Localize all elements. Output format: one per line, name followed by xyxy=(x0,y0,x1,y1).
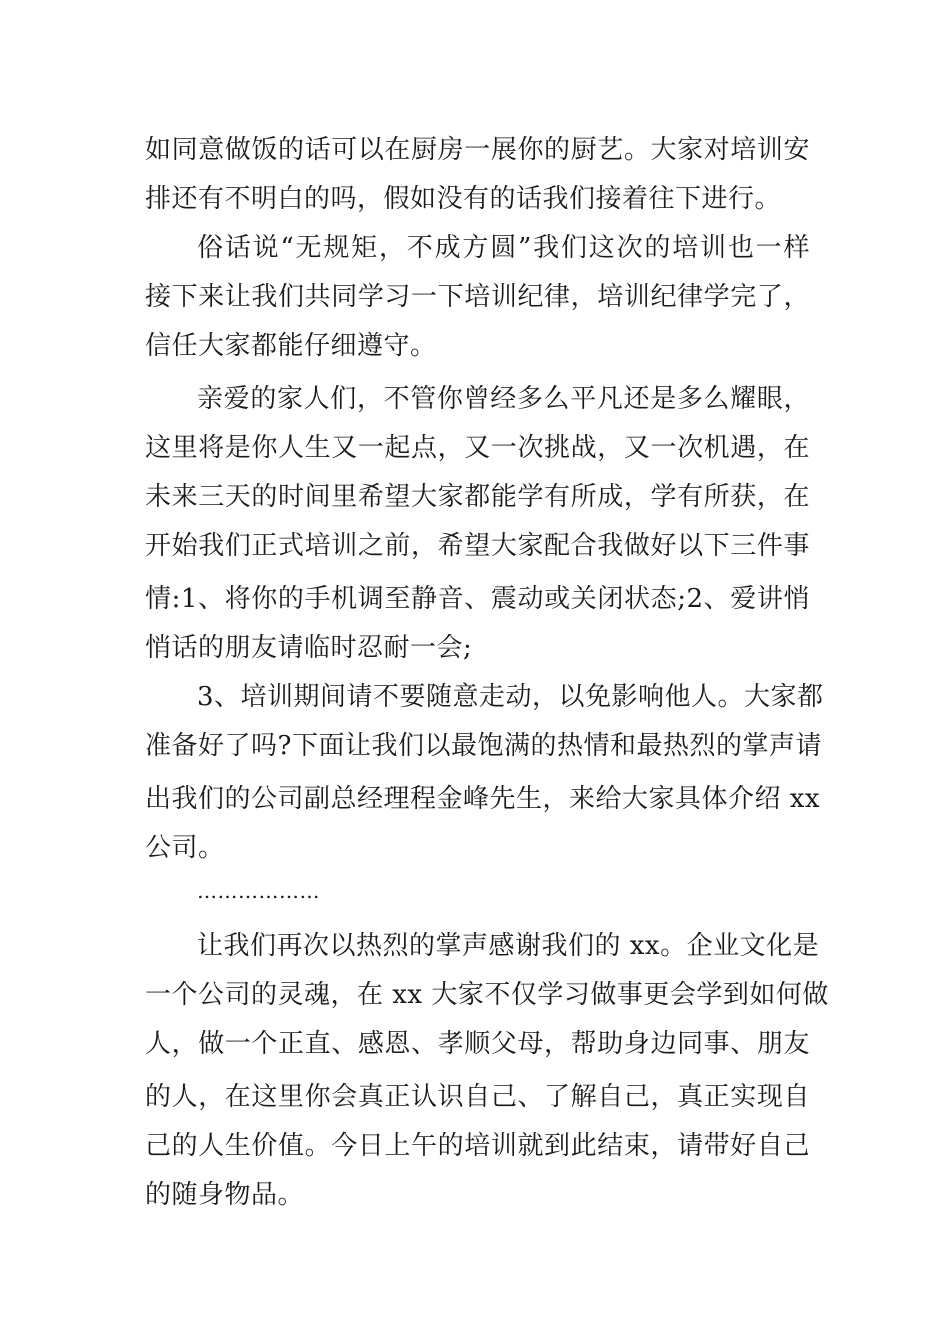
paragraph-3-line-3: 未来三天的时间里希望大家都能学有所成，学有所获，在 xyxy=(145,482,810,512)
paragraph-5-line-6: 的随身物品。 xyxy=(145,1180,305,1210)
paragraph-4-line-3: 出我们的公司副总经理程金峰先生，来给大家具体介绍 xx xyxy=(145,784,821,814)
paragraph-1-line-2: 排还有不明白的吗，假如没有的话我们接着往下进行。 xyxy=(145,184,782,214)
paragraph-3-line-5: 情:1、将你的手机调至静音、震动或关闭状态;2、爱讲悄 xyxy=(145,584,810,614)
paragraph-1-line-1: 如同意做饭的话可以在厨房一展你的厨艺。大家对培训安 xyxy=(145,135,810,165)
paragraph-3-line-2: 这里将是你人生又一起点，又一次挑战，又一次机遇，在 xyxy=(145,433,810,463)
paragraph-5-line-5: 己的人生价值。今日上午的培训就到此结束，请带好自己 xyxy=(145,1131,810,1161)
paragraph-2-line-2: 接下来让我们共同学习一下培训纪律，培训纪律学完了， xyxy=(145,282,810,312)
paragraph-3-line-1: 亲爱的家人们，不管你曾经多么平凡还是多么耀眼， xyxy=(197,384,810,414)
paragraph-5-line-3: 人，做一个正直、感恩、孝顺父母，帮助身边同事、朋友 xyxy=(145,1029,810,1059)
paragraph-2-line-1: 俗话说“无规矩，不成方圆”我们这次的培训也一样 xyxy=(197,233,810,263)
paragraph-5-line-4: 的人，在这里你会真正认识自己、了解自己，真正实现自 xyxy=(145,1082,810,1112)
paragraph-4-line-1: 3、培训期间请不要随意走动，以免影响他人。大家都 xyxy=(197,682,824,712)
paragraph-2-line-3: 信任大家都能仔细遵守。 xyxy=(145,331,437,361)
paragraph-4-line-2: 准备好了吗?下面让我们以最饱满的热情和最热烈的掌声请 xyxy=(145,731,822,761)
paragraph-3-line-6: 悄话的朋友请临时忍耐一会; xyxy=(145,633,473,663)
paragraph-3-line-4: 开始我们正式培训之前，希望大家配合我做好以下三件事 xyxy=(145,531,810,561)
paragraph-5-line-2: 一个公司的灵魂，在 xx 大家不仅学习做事更会学到如何做 xyxy=(145,980,829,1010)
paragraph-4-line-4: 公司。 xyxy=(145,833,225,863)
ellipsis-separator: ……………… xyxy=(197,879,320,903)
paragraph-5-line-1: 让我们再次以热烈的掌声感谢我们的 xx。企业文化是 xyxy=(197,931,820,961)
